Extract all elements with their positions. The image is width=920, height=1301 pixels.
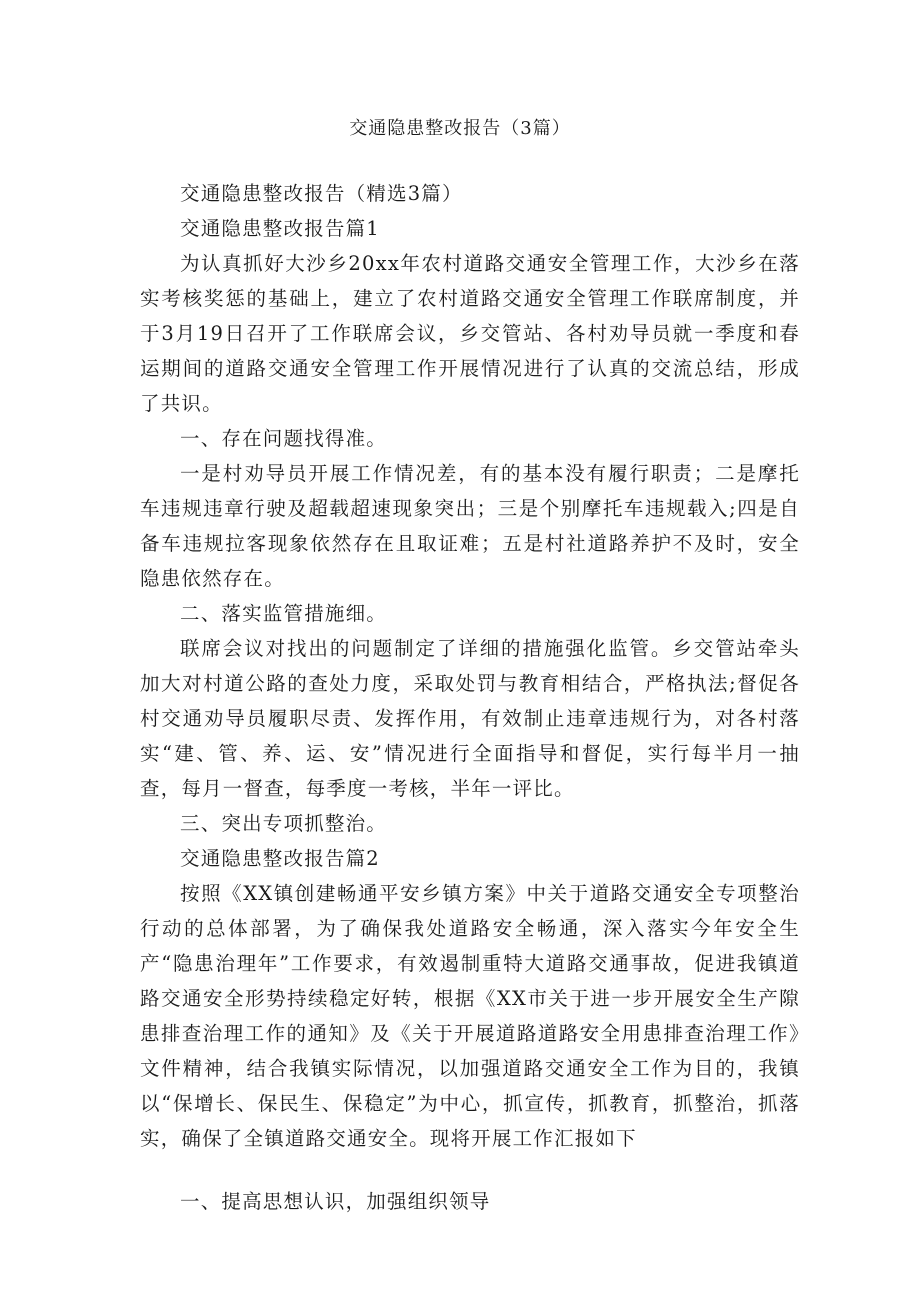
paragraph-part2-intro: 按照《XX镇创建畅通平安乡镇方案》中关于道路交通安全专项整治行动的总体部署，为了确保我处道路安全畅通，深入落实今年安全生产“隐患治理年”工作要求，有效遏制重特大道路交通事故，促进我镇道路交通安全形势持续稳定好转，根据《XX市关于进一步开展安全生产隙患排查治理工作的通知》及《关于开展道路道路安全用患排查治理工作》文件精神，结合我镇实际情况，以加强道路交通安全工作为目的，我镇以“保增长、保民生、保稳定”为中心，抓宣传，抓教育，抓整治，抓落实，确保了全镇道路交通安全。现将开展工作汇报如下 — [140, 882, 800, 1150]
paragraph-supervision: 联席会议对找出的问题制定了详细的措施强化监管。乡交管站牵头加大对村道公路的查处力度，采取处罚与教育相结合，严格执法;督促各村交通劝导员履职尽责、发挥作用，有效制止违章违规行为，对各村落实“建、管、养、运、安”情况进行全面指导和督促，实行每半月一抽查，每月一督查，每季度一考核，半年一评比。 — [140, 637, 800, 800]
document-body — [140, 176, 800, 1219]
heading-supervision: 二、落实监管措施细。 — [180, 602, 388, 625]
heading-awareness: 一、提高思想认识，加强组织领导 — [180, 1190, 491, 1213]
heading-special-rectification: 三、突出专项抓整治。 — [180, 812, 388, 835]
paragraph-problems: 一是村劝导员开展工作情况差，有的基本没有履行职责；二是摩托车违规违章行驶及超载超速现象突出；三是个别摩托车违规载入;四是自备车违规拉客现象依然存在且取证难；五是村社道路养护不及时，安全隐患依然存在。 — [140, 462, 800, 590]
paragraph-subtitle: 交通隐患整改报告（精选3篇） — [180, 182, 463, 205]
heading-problems: 一、存在问题找得准。 — [180, 427, 388, 450]
paragraph-intro: 为认真抓好大沙乡20xx年农村道路交通安全管理工作，大沙乡在落实考核奖惩的基础上，建立了农村道路交通安全管理工作联席制度，并于3月19日召开了工作联席会议，乡交管站、各村劝导员就一季度和春运期间的道路交通安全管理工作开展情况进行了认真的交流总结，形成了共识。 — [140, 252, 800, 415]
document-title: 交通隐患整改报告（3篇） — [349, 118, 571, 139]
section-heading-part1: 交通隐患整改报告篇1 — [180, 217, 380, 240]
section-heading-part2: 交通隐患整改报告篇2 — [180, 847, 380, 870]
